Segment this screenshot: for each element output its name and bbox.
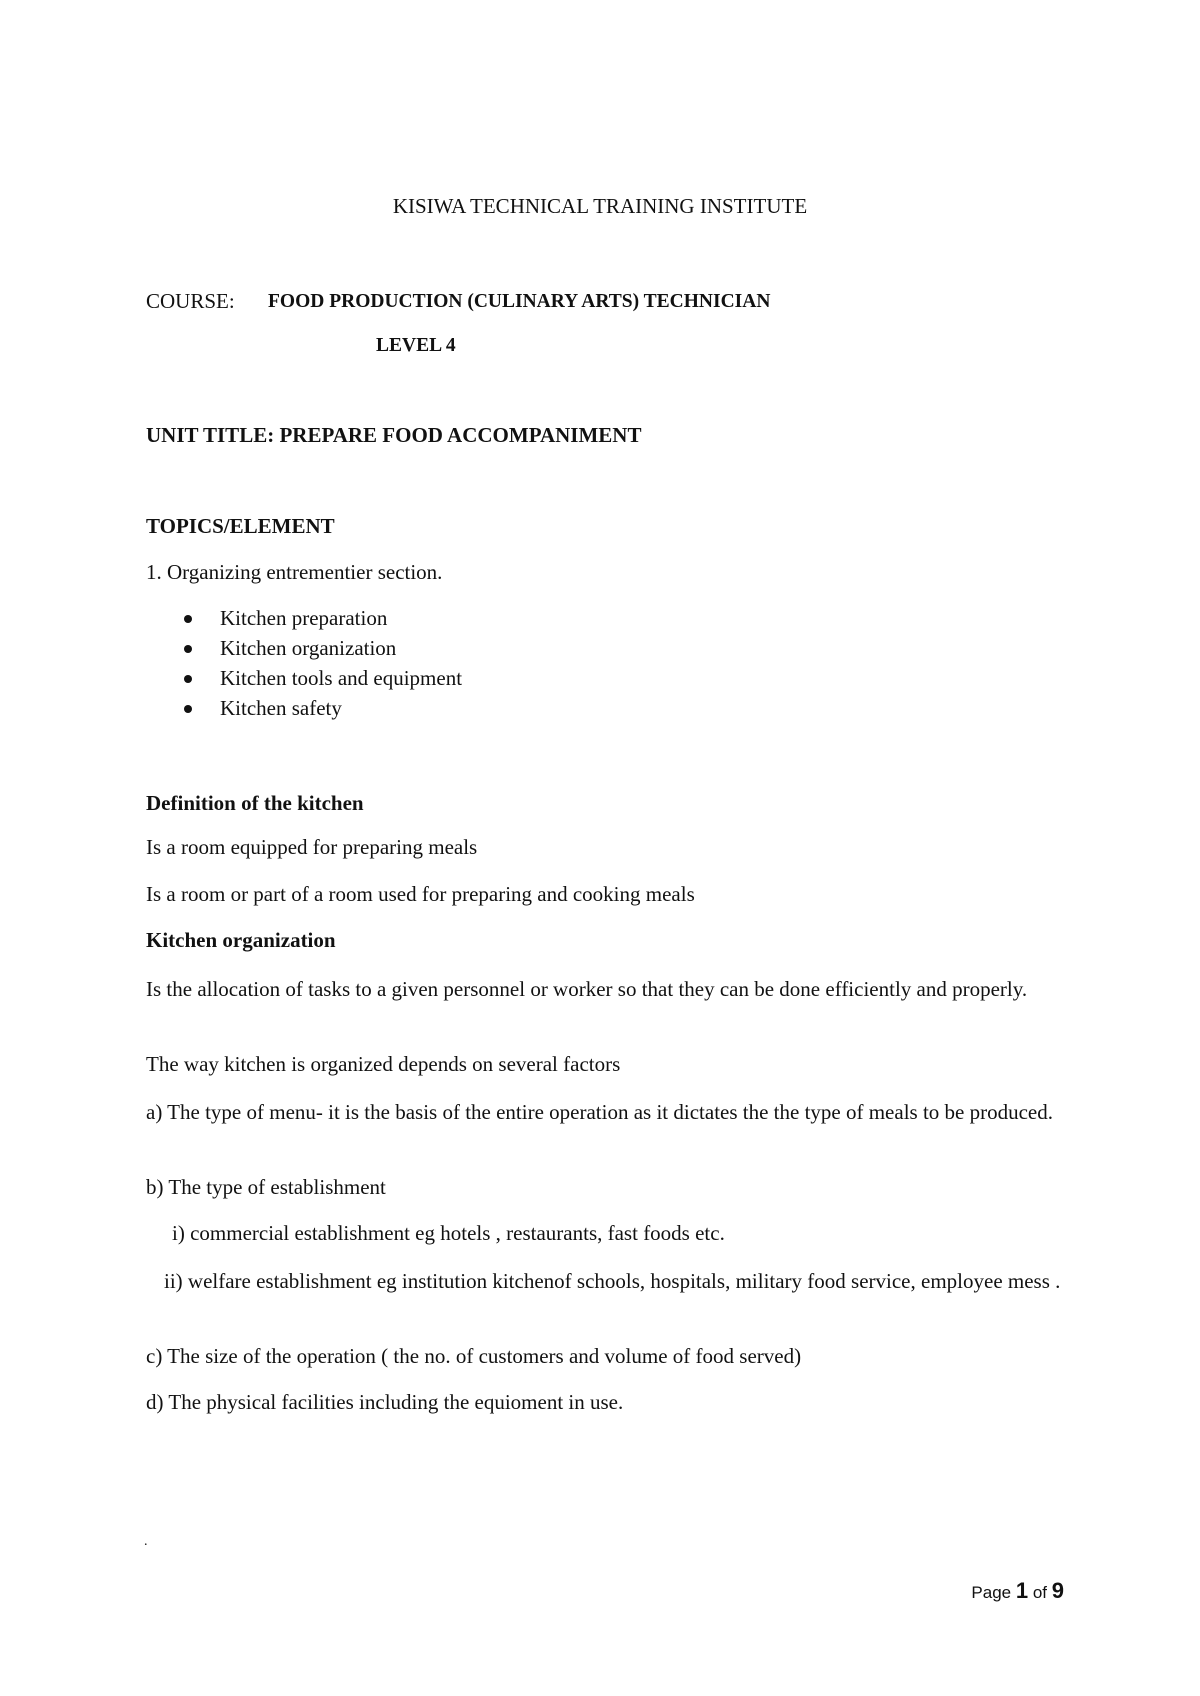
page-footer	[971, 1578, 1064, 1604]
topic-item: 1. Organizing entrementier section.	[146, 560, 443, 584]
bullet-icon	[184, 705, 192, 713]
stray-mark: .	[144, 1534, 148, 1549]
course-level: LEVEL 4	[376, 335, 456, 356]
factor-c: c) The size of the operation ( the no. of customers and volume of food served)	[146, 1344, 802, 1368]
factor-b-ii: ii) welfare establishment eg institution kitchenof schools, hospitals, military food service, employee mess .	[164, 1269, 1061, 1293]
course-label: COURSE:	[146, 289, 235, 313]
definition-heading: Definition of the kitchen	[146, 791, 364, 815]
list-item	[176, 664, 462, 694]
bullet-icon	[184, 645, 192, 653]
factor-b: b) The type of establishment	[146, 1175, 386, 1199]
bullet-icon	[184, 675, 192, 683]
page-word: Page	[971, 1583, 1012, 1602]
topic-bullet-list	[176, 604, 462, 724]
bullet-label: Kitchen tools and equipment	[220, 666, 463, 691]
page-total: 9	[1051, 1578, 1064, 1603]
factor-a: a) The type of menu- it is the basis of the entire operation as it dictates the the type of meals to be produced.	[146, 1100, 1053, 1124]
factor-d: d) The physical facilities including the equioment in use.	[146, 1390, 624, 1414]
course-value: FOOD PRODUCTION (CULINARY ARTS) TECHNICIAN	[268, 291, 771, 312]
list-item	[176, 694, 462, 724]
list-item	[176, 634, 462, 664]
bullet-label: Kitchen safety	[220, 696, 342, 721]
factor-b-i: i) commercial establishment eg hotels , restaurants, fast foods etc.	[172, 1221, 725, 1245]
definition-line: Is a room or part of a room used for preparing and cooking meals	[146, 882, 695, 906]
list-item	[176, 604, 462, 634]
definition-line: Is a room equipped for preparing meals	[146, 835, 478, 859]
organization-intro: Is the allocation of tasks to a given personnel or worker so that they can be done efficiently and properly.	[146, 977, 1028, 1001]
factors-lead: The way kitchen is organized depends on several factors	[146, 1052, 621, 1076]
unit-title: UNIT TITLE: PREPARE FOOD ACCOMPANIMENT	[146, 423, 642, 447]
institute-title: KISIWA TECHNICAL TRAINING INSTITUTE	[392, 194, 808, 218]
of-word: of	[1032, 1583, 1048, 1602]
organization-heading: Kitchen organization	[146, 928, 336, 952]
page-current: 1	[1015, 1578, 1029, 1603]
bullet-label: Kitchen organization	[220, 636, 397, 661]
topics-heading: TOPICS/ELEMENT	[146, 514, 335, 538]
bullet-label: Kitchen preparation	[220, 606, 388, 631]
bullet-icon	[184, 615, 192, 623]
